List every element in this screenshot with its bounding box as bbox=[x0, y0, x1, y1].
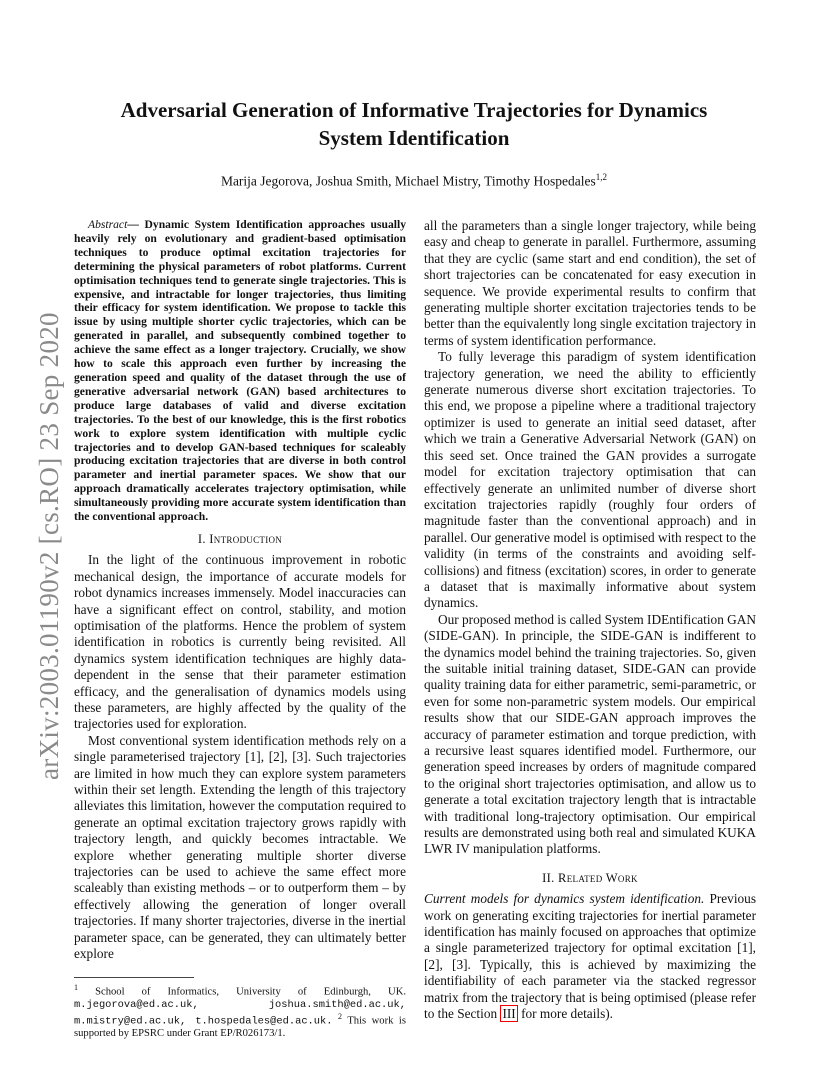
intro-paragraph-1: In the light of the continuous improvement in robotic mechanical design, the importance of accurate models for robot dynamics increases immensely. Model inaccuracies can have a significant effect on control, stability, and motion optimisation of the platforms. Hence the problem of system identification in robotics is currently being revisited. All dynamics system identification techniques are highly data-dependent in the sense that their parameter estimation efficacy, and the generalisation of dynamics models using these parameters, are highly affected by the quality of the trajectories used for exploration. bbox=[74, 552, 406, 732]
section-heading-related-work bbox=[424, 870, 756, 886]
left-column bbox=[74, 218, 406, 1041]
section-reference-link[interactable]: III bbox=[502, 1006, 516, 1022]
section-heading-introduction bbox=[74, 531, 406, 547]
arxiv-identifier: arXiv:2003.01190v2 [cs.RO] 23 Sep 2020 bbox=[34, 312, 64, 780]
section-numeral: I. bbox=[197, 531, 210, 546]
intro-paragraph-2: Most conventional system identification methods rely on a single parameterised trajectory [1], [2], [3]. Such trajectories are limited in how much they can explore system parameters within their set length. Extending the length of this trajectory alleviates this limitation, however the computation required to generate an optimal excitation trajectory grows rapidly with trajectory length, and quickly becomes intractable. We explore whether generating multiple shorter diverse trajectories can be used to achieve the same effect more scaleably than existing methods – or to outperform them – by effectively allowing the generation of longer overall trajectories. If many shorter trajectories, diverse in the inertial parameter space, can be generated, they can ultimately better explore bbox=[74, 732, 406, 962]
section-title: Related Work bbox=[558, 870, 638, 885]
paper-title: Adversarial Generation of Informative Trajectories for Dynamics System Identification bbox=[120, 98, 708, 150]
related-work-paragraph bbox=[424, 891, 756, 1022]
author-names: Marija Jegorova, Joshua Smith, Michael Mistry, Timothy Hospedales bbox=[220, 173, 596, 189]
section-title: Introduction bbox=[209, 531, 283, 546]
footnote-affiliation: School of Informatics, University of Edinburgh, UK. bbox=[95, 986, 406, 998]
footnote-emails: m.jegorova@ed.ac.uk, joshua.smith@ed.ac.uk, m.mistry@ed.ac.uk, t.hospedales@ed.ac.uk. bbox=[74, 998, 406, 1028]
abstract-text: — Dynamic System Identification approaches usually heavily rely on evolutionary and gradient-based optimisation techniques to produce optimal excitation trajectories for determining the physical parameters of robot platforms. Current optimisation techniques tend to generate single trajectories. This is expensive, and intractable for longer trajectories, thus limiting their efficacy for system identification. We propose to tackle this issue by using multiple shorter cyclic trajectories, which can be generated in parallel, and subsequently combined together to achieve the same effect as a longer trajectory. Crucially, we show how to scale this approach even further by increasing the generation speed and quality of the dataset through the use of generative adversarial network (GAN) based architectures to produce large databases of valid and diverse excitation trajectories. To the best of our knowledge, this is the first robotics work to explore system identification with multiple cyclic trajectories and to develop GAN-based techniques for scaleably producing excitation trajectories that are diverse in both control parameter and inertial parameter spaces. We show that our approach dramatically accelerates trajectory optimisation, while simultaneously providing more accurate system identification than the conventional approach. bbox=[74, 218, 406, 524]
related-work-subheading: Current models for dynamics system identification. bbox=[424, 891, 705, 907]
intro-paragraph-4: To fully leverage this paradigm of system identification trajectory generation, we need the ability to efficiently generate numerous diverse short excitation trajectories. To this end, we propose a pipeline where a traditional trajectory optimizer is used to generate an initial seed dataset, after which we train a Generative Adversarial Network (GAN) on this seed set. Once trained the GAN provides a surrogate model for excitation trajectory optimisation that can effectively generate an unlimited number of diverse short excitation trajectories rapidly (roughly four orders of magnitude faster than the conventional approach) and in parallel. Our generative model is optimised with respect to the validity (in terms of the constraints and avoiding self-collisions) and fitness (excitation) scores, in order to generate a dataset that is maximally informative about system dynamics. bbox=[424, 349, 756, 611]
intro-paragraph-3: all the parameters than a single longer trajectory, while being easy and cheap to generate in parallel. Furthermore, assuming that they are cyclic (same start and end condition), the set of short trajectories can be concatenated for easy execution in sequence. We provide experimental results to confirm that generating multiple shorter excitation trajectories tends to be better than the equivalently long single excitation trajectory in terms of system identification performance. bbox=[424, 218, 756, 348]
footnote-support: This work is supported by EPSRC under Grant EP/R026173/1. bbox=[74, 1015, 406, 1040]
intro-paragraph-5: Our proposed method is called System IDEntification GAN (SIDE-GAN). In principle, the SIDE-GAN is indifferent to the dynamics model behind the training trajectories. So, given the suitable initial training dataset, SIDE-GAN can provide quality training data for either parametric, semi-parametric, or even for some non-parametric system models. Our empirical results show that our SIDE-GAN approach improves the accuracy of parameter estimation and torque prediction, with a recursive least squares identified model. Furthermore, our generation speed increases by orders of magnitude compared to the original short trajectories optimisation, and allow us to generate a total excitation trajectory length that is intractable with traditional long-trajectory optimisation. Our empirical results are demonstrated using both real and simulated KUKA LWR IV manipulation platforms. bbox=[424, 611, 756, 857]
author-affiliation-marks: 1,2 bbox=[595, 172, 608, 182]
footnote bbox=[74, 982, 406, 1041]
author-list bbox=[90, 172, 738, 190]
arxiv-watermark bbox=[34, 160, 74, 780]
abstract bbox=[74, 218, 406, 524]
footnote-divider bbox=[74, 977, 194, 978]
right-column bbox=[424, 218, 756, 1023]
section-numeral: II. bbox=[542, 870, 559, 885]
related-work-text-end: for more details). bbox=[517, 1006, 614, 1022]
related-work-text: Previous work on generating exciting trajectories for inertial parameter identification has mainly focused on approaches that optimize a single parameterized trajectory for optimal excitation [1], [2], [3]. Typically, this is achieved by maximizing the identifiability of each parameter via the stacked regressor matrix from the trajectory that is being optimised (please refer to the Section bbox=[424, 891, 756, 1022]
footnote-mark-2: 2 bbox=[338, 1012, 343, 1022]
abstract-label: Abstract bbox=[88, 218, 128, 231]
footnote-mark: 1 bbox=[74, 982, 78, 992]
